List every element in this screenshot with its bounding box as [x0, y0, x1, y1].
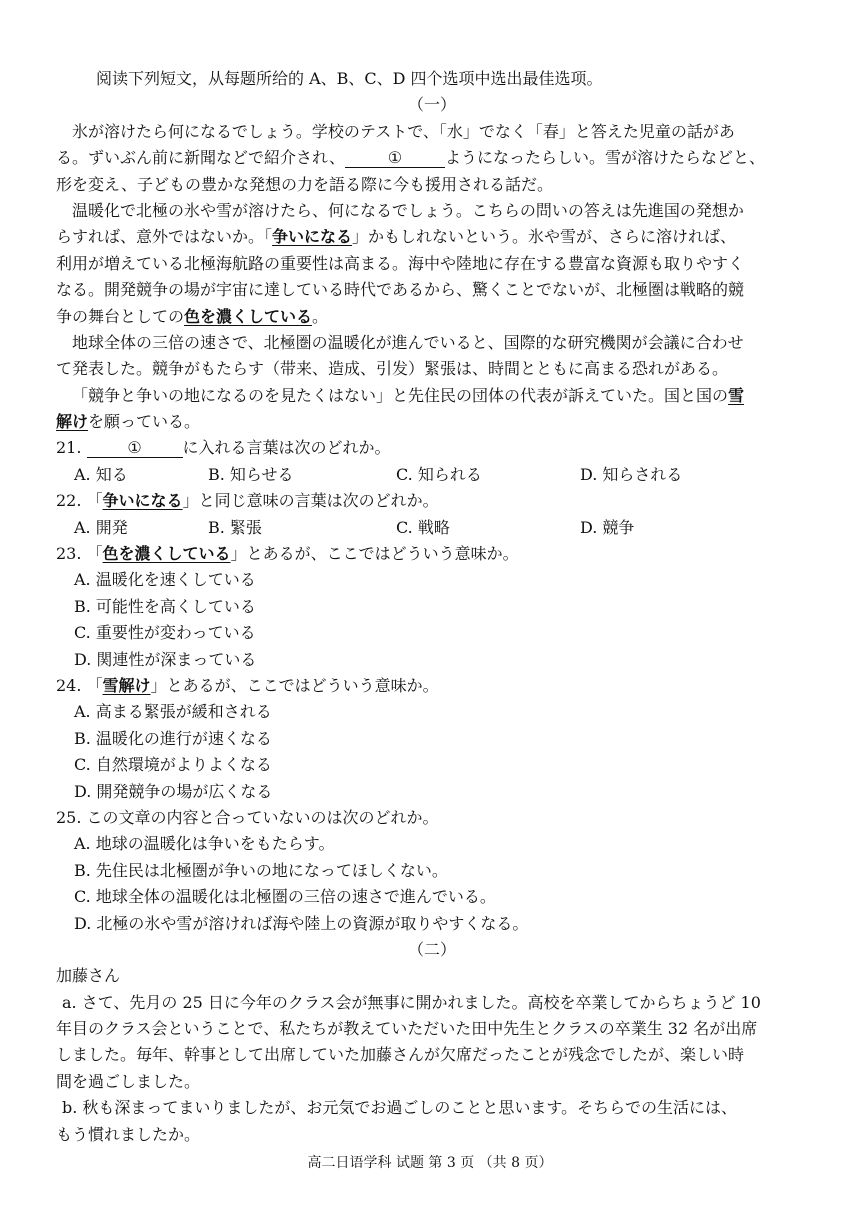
option-b[interactable]: B. 知らせる [208, 464, 294, 484]
question-23 [56, 541, 808, 567]
underlined-phrase: 雪 [728, 385, 745, 405]
instruction: 阅读下列短文，从每题所给的 A、B、C、D 四个选项中选出最佳选项。 [96, 69, 603, 88]
letter-line: 間を過ごしました。 [56, 1071, 201, 1091]
passage-text: 争の舞台としての [56, 306, 185, 326]
section-heading-2: （二） [407, 939, 456, 959]
question-text: 」とあるが、ここではどういう意味か。 [230, 544, 519, 564]
question-text: に入れる言葉は次のどれか。 [182, 438, 391, 458]
passage-line [56, 409, 808, 435]
underlined-phrase: 争いになる [102, 491, 183, 511]
exam-page [56, 66, 808, 1148]
passage-text: を願っている。 [88, 412, 201, 432]
passage-text: らすれば、意外ではないか。「 [56, 227, 273, 247]
question-24 [56, 673, 808, 699]
option-b[interactable]: B. 温暖化の進行が速くなる [74, 728, 272, 748]
letter-greeting: 加藤さん [56, 966, 121, 986]
passage-line: て発表した。競争がもたらす（带来、造成、引发）緊張は、時間とともに高まる恐れがある。 [56, 359, 729, 379]
passage-line [56, 224, 808, 250]
option-a[interactable]: A. 地球の温暖化は争いをもたらす。 [74, 834, 335, 854]
page-footer: 高二日语学科 试题 第 3 页 （共 8 页） [307, 1155, 553, 1171]
option-d[interactable]: D. 開発競争の場が広くなる [74, 781, 273, 801]
passage-line: 利用が増えている北極海航路の重要性は高まる。海中や陸地に存在する豊富な資源も取りやすく [56, 253, 745, 273]
letter-line: a. さて、先月の 25 日に今年のクラス会が無事に開かれました。高校を卒業してからちょうど 10 [62, 992, 761, 1012]
option-d[interactable]: D. 関連性が深まっている [74, 649, 257, 669]
passage-text: る。ずいぶん前に新聞などで紹介され、 [56, 148, 345, 168]
question-text: 23. 「 [56, 544, 103, 564]
option-a[interactable]: A. 温暖化を速くしている [74, 570, 256, 590]
question-text: 」とあるが、ここではどういう意味か。 [150, 675, 439, 695]
options-21 [56, 462, 808, 488]
option-b[interactable]: B. 先住民は北極圏が争いの地になってほしくない。 [74, 860, 448, 880]
passage-text: ようになったらしい。雪が溶けたらなどと、 [444, 148, 765, 168]
passage-line [56, 145, 808, 171]
passage-line: 温暖化で北極の氷や雪が溶けたら、何になるでしょう。こちらの問いの答えは先進国の発想か [72, 200, 744, 220]
underlined-phrase: 争いになる [272, 227, 353, 247]
letter-line: b. 秋も深まってまいりましたが、お元気でお過ごしのことと思います。そちらでの生活には、 [62, 1098, 737, 1118]
underlined-phrase: 色を濃くしている [102, 544, 231, 564]
question-text: 24. 「 [56, 675, 103, 695]
underlined-phrase: 色を濃くしている [184, 306, 313, 326]
option-d[interactable]: D. 知らされる [580, 464, 683, 484]
option-d[interactable]: D. 北極の氷や雪が溶ければ海や陸上の資源が取りやすくなる。 [74, 913, 529, 933]
question-21 [56, 435, 808, 461]
passage-line: 氷が溶けたら何になるでしょう。学校のテストで、「水」でなく「春」と答えた児童の話があ [72, 121, 735, 141]
option-c[interactable]: C. 重要性が変わっている [74, 623, 256, 643]
passage-line [56, 383, 808, 409]
letter-line: もう慣れましたか。 [56, 1124, 201, 1144]
option-d[interactable]: D. 競争 [580, 517, 635, 537]
underlined-phrase: 解け [56, 412, 89, 432]
passage-text: 。 [312, 306, 329, 326]
passage-line: 地球全体の三倍の速さで、北極圏の温暖化が進んでいると、国際的な研究機関が会議に合わせ [72, 332, 744, 352]
passage-line: 形を変え、子どもの豊かな発想の力を語る際に今も援用される話だ。 [56, 174, 553, 194]
option-b[interactable]: B. 緊張 [208, 517, 262, 537]
option-b[interactable]: B. 可能性を高くしている [74, 596, 256, 616]
letter-line: しました。毎年、幹事として出席していた加藤さんが欠席だったことが残念でしたが、楽しい時 [56, 1045, 745, 1065]
question-text: 」と同じ意味の言葉は次のどれか。 [182, 491, 439, 511]
question-number: 21. [56, 438, 82, 458]
option-c[interactable]: C. 戦略 [396, 517, 450, 537]
passage-text: 」かもしれないという。氷や雪が、さらに溶ければ、 [352, 227, 737, 247]
section-heading-1: （一） [407, 95, 456, 115]
blank-1: ① [87, 439, 183, 458]
blank-1: ① [345, 149, 445, 168]
options-22 [56, 515, 808, 541]
option-c[interactable]: C. 自然環境がよりよくなる [74, 755, 272, 775]
letter-line: 年目のクラス会ということで、私たちが教えていただいた田中先生とクラスの卒業生 32 名が出席 [56, 1019, 758, 1039]
passage-line: なる。開発競争の場が宇宙に達している時代であるから、驚くことでないが、北極圏は戦略的競 [56, 280, 745, 300]
passage-text: 「競争と争いの地になるのを見たくはない」と先住民の団体の代表が訴えていた。国と国の [72, 385, 729, 405]
question-22 [56, 488, 808, 514]
question-text: 22. 「 [56, 491, 103, 511]
question-25: 25. この文章の内容と合っていないのは次のどれか。 [56, 807, 439, 827]
option-a[interactable]: A. 開発 [74, 517, 128, 537]
option-a[interactable]: A. 高まる緊張が緩和される [74, 702, 272, 722]
option-a[interactable]: A. 知る [74, 464, 128, 484]
passage-line [56, 304, 808, 330]
underlined-phrase: 雪解け [102, 675, 151, 695]
option-c[interactable]: C. 地球全体の温暖化は北極圏の三倍の速さで進んでいる。 [74, 887, 496, 907]
option-c[interactable]: C. 知られる [396, 464, 482, 484]
